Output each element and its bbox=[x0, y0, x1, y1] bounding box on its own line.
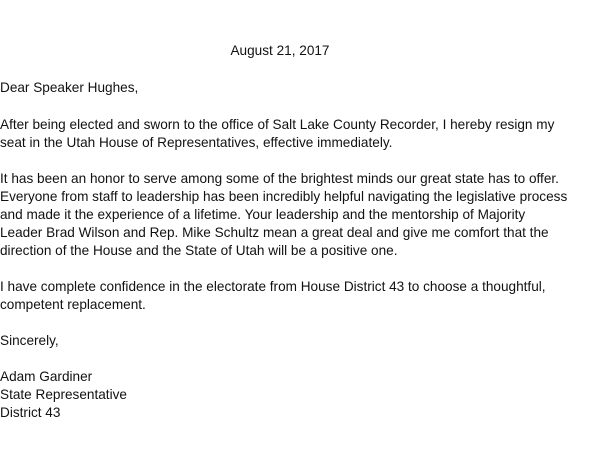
paragraph-1-line-2: seat in the Utah House of Representatives, effective immediately. bbox=[0, 135, 393, 150]
paragraph-2-line-5: direction of the House and the State of Utah will be a positive one. bbox=[0, 243, 398, 258]
signature-title: State Representative bbox=[0, 387, 127, 402]
signature-district: District 43 bbox=[0, 405, 61, 420]
paragraph-1-line-1: After being elected and sworn to the office of Salt Lake County Recorder, I hereby resign my bbox=[0, 117, 555, 132]
paragraph-3-line-2: competent replacement. bbox=[0, 297, 146, 312]
paragraph-2-line-1: It has been an honor to serve among some of the brightest minds our great state has to offer. bbox=[0, 171, 559, 186]
paragraph-2-line-2: Everyone from staff to leadership has been incredibly helpful navigating the legislative process bbox=[0, 189, 568, 204]
salutation: Dear Speaker Hughes, bbox=[0, 80, 139, 95]
paragraph-3-line-1: I have complete confidence in the electorate from House District 43 to choose a thoughtful, bbox=[0, 279, 546, 294]
paragraph-2-line-4: Leader Brad Wilson and Rep. Mike Schultz mean a great deal and give me comfort that the bbox=[0, 225, 549, 240]
letter-date: August 21, 2017 bbox=[230, 43, 330, 58]
closing: Sincerely, bbox=[0, 333, 59, 348]
signature-name: Adam Gardiner bbox=[0, 369, 93, 384]
paragraph-2-line-3: and made it the experience of a lifetime. Your leadership and the mentorship of Majority bbox=[0, 207, 526, 222]
